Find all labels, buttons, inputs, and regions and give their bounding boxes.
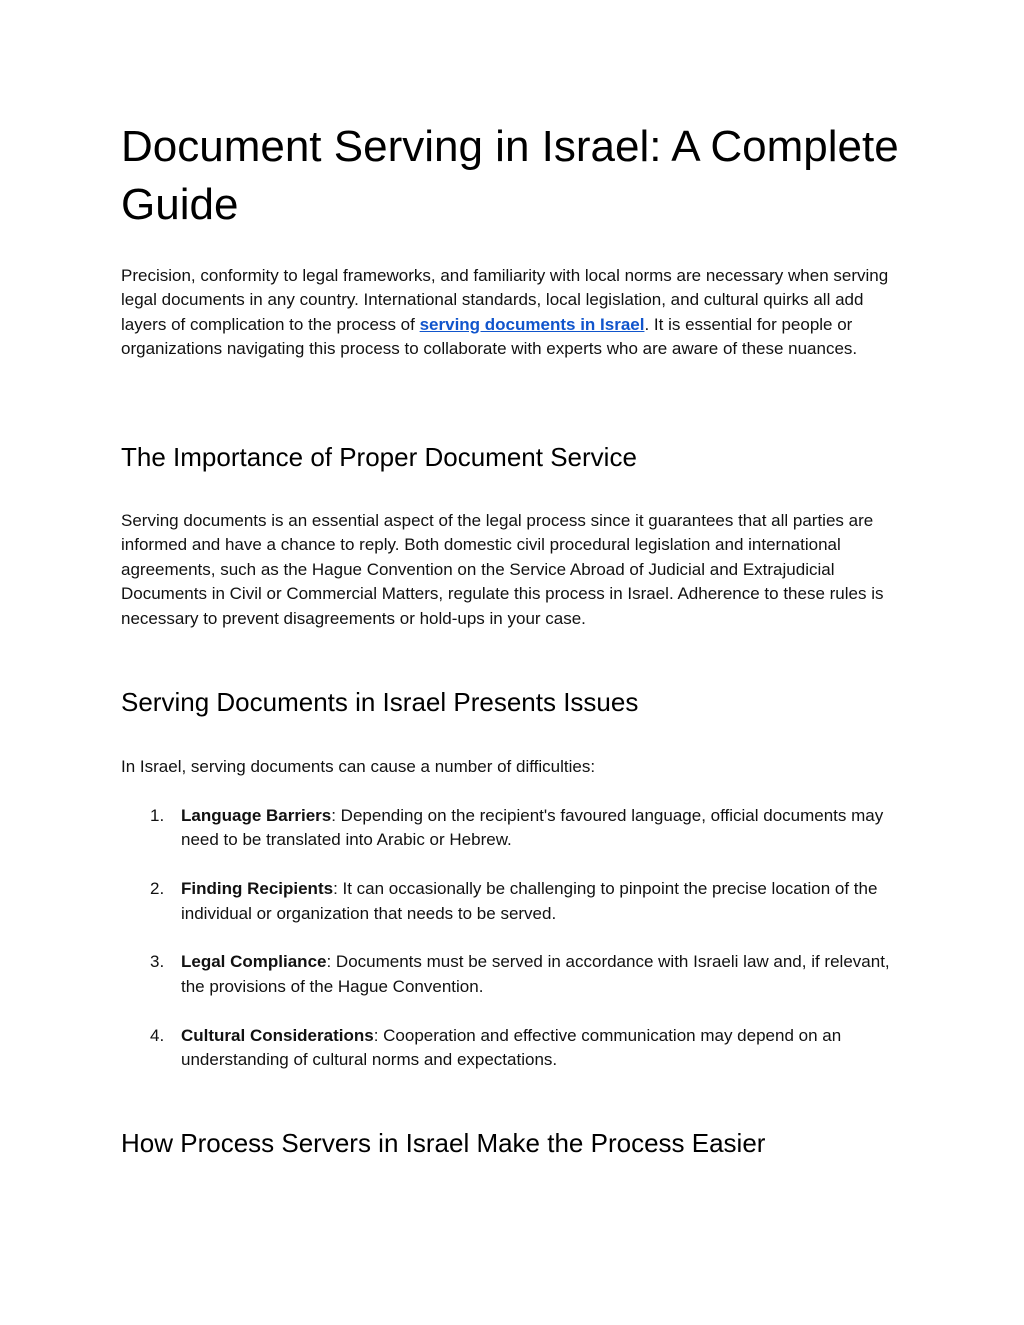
- list-item-text: : Cooperation and effective communication may depend on an understanding of cultural norms and expectations.: [181, 1025, 842, 1070]
- list-item-term: Finding Recipients: [181, 879, 334, 899]
- issues-heading: Serving Documents in Israel Presents Issues: [121, 687, 639, 717]
- process-servers-heading: How Process Servers in Israel Make the Process Easier: [121, 1128, 766, 1158]
- serving-documents-link[interactable]: serving documents in Israel: [419, 314, 645, 334]
- intro-paragraph: [121, 264, 911, 362]
- list-item-text: : It can occasionally be challenging to pinpoint the precise location of the individual or organization that needs to be served.: [181, 879, 878, 923]
- list-item: [121, 804, 911, 853]
- issues-list: [121, 804, 911, 1097]
- list-item-term: Language Barriers: [181, 806, 332, 825]
- list-item-term: Legal Compliance: [181, 952, 327, 972]
- page-title: Document Serving in Israel: A Complete Guide: [121, 122, 899, 229]
- list-item-number: 1.: [150, 806, 165, 825]
- issues-intro-paragraph: In Israel, serving documents can cause a number of difficulties:: [121, 757, 596, 776]
- list-item-number: 4.: [150, 1025, 165, 1045]
- importance-paragraph: Serving documents is an essential aspect of the legal process since it guarantees that all parties are informed and have a chance to reply. Both domestic civil procedural legislation and international agreements, such as the Hague Convention on the Service Abroad of Judicial and Extrajudicial Documents in Civil or Commercial Matters, regulate this process in Israel. Adherence to these rules is necessary to prevent disagreements or hold-ups in your case.: [121, 511, 884, 628]
- list-item: [121, 950, 911, 999]
- intro-text-before-link: Precision, conformity to legal frameworks, and familiarity with local norms are necessary when serving legal documents in any country. International standards, local legislation, and cultural quirks all add layers of complication to the process of: [121, 266, 889, 334]
- list-item-text: : Documents must be served in accordance with Israeli law and, if relevant, the provisions of the Hague Convention.: [181, 952, 890, 996]
- list-item-number: 2.: [150, 879, 165, 899]
- list-item: [121, 1024, 911, 1073]
- list-item-number: 3.: [150, 952, 165, 972]
- list-item: [121, 877, 911, 926]
- importance-heading: The Importance of Proper Document Service: [121, 442, 637, 472]
- intro-text-after-link: . It is essential for people or organizations navigating this process to collaborate with experts who are aware of these nuances.: [121, 314, 858, 359]
- list-item-term: Cultural Considerations: [181, 1025, 374, 1045]
- list-item-text: : Depending on the recipient's favoured language, official documents may need to be translated into Arabic or Hebrew.: [181, 806, 884, 850]
